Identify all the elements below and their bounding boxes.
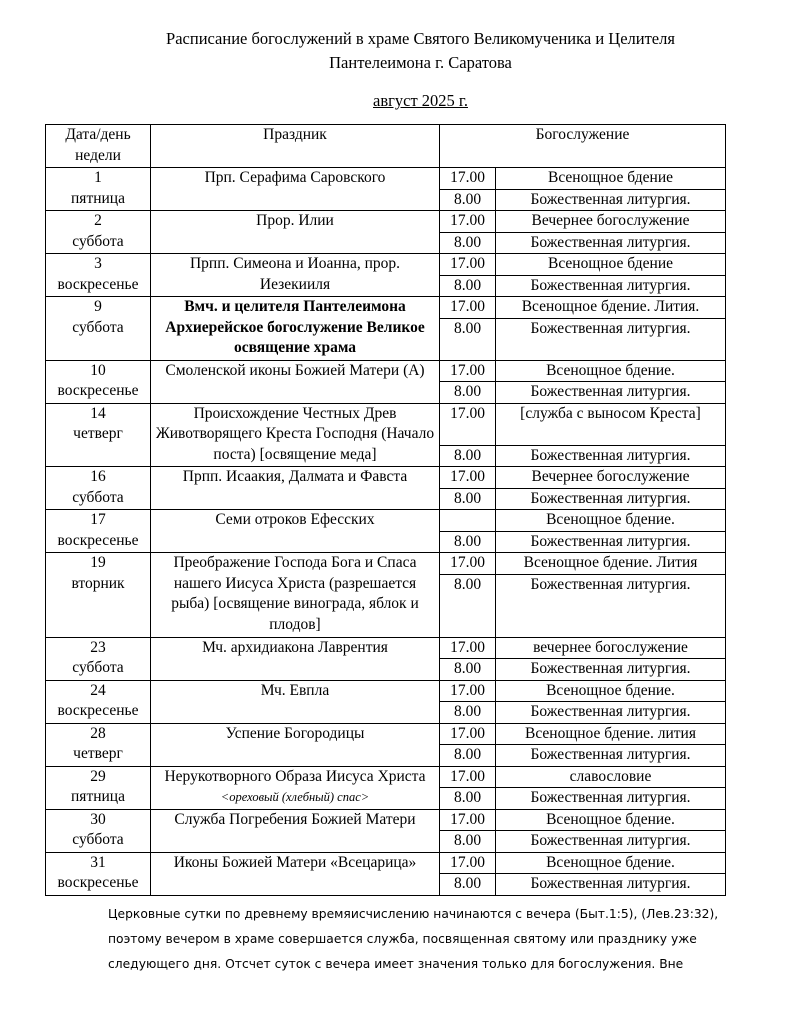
feast-name: Преображение Господа Бога и Спаса нашего Иисуса Христа (разрешается рыба) [освящение винограда, яблок и плодов]	[171, 554, 419, 633]
feast-cell	[151, 467, 440, 510]
service-time: 8.00	[440, 488, 496, 510]
service-time: 17.00	[440, 168, 496, 190]
table-row	[46, 809, 726, 831]
service-time: 17.00	[440, 467, 496, 489]
date-cell	[46, 360, 151, 403]
service-time: 17.00	[440, 360, 496, 382]
date-cell	[46, 680, 151, 723]
service-name: Вечернее богослужение	[496, 211, 726, 233]
date-number: 29	[90, 767, 106, 785]
service-time: 8.00	[440, 745, 496, 767]
service-name: Божественная литургия.	[496, 659, 726, 681]
weekday-label: суббота	[72, 232, 124, 250]
weekday-label: суббота	[72, 659, 124, 676]
service-name: Всенощное бдение.	[496, 809, 726, 831]
service-name: вечернее богослужение	[496, 637, 726, 659]
service-time: 8.00	[440, 702, 496, 724]
footer-note-line2: поэтому вечером в храме совершается служба, посвященная святому или празднику уже	[108, 932, 697, 946]
service-time: 8.00	[440, 445, 496, 467]
service-time	[440, 510, 496, 532]
feast-name: Прпп. Исаакия, Далмата и Фавста	[182, 468, 408, 485]
footer-note-line3: следующего дня. Отсчет суток с вечера имеет значения только для богослужения. Вне	[108, 957, 684, 971]
date-cell	[46, 467, 151, 510]
table-row	[46, 510, 726, 532]
service-name: Божественная литургия.	[496, 702, 726, 724]
service-time: 8.00	[440, 659, 496, 681]
weekday-label: пятница	[71, 788, 125, 805]
weekday-label: пятница	[71, 189, 125, 207]
service-name: Всенощное бдение. лития	[496, 723, 726, 745]
service-time: 8.00	[440, 574, 496, 637]
service-name: Божественная литургия.	[496, 275, 726, 297]
weekday-label: воскресенье	[57, 275, 139, 293]
feast-cell	[151, 553, 440, 638]
service-name: Божественная литургия.	[496, 531, 726, 553]
service-time: 8.00	[440, 318, 496, 360]
table-row	[46, 297, 726, 319]
footer-note-line1: Церковные сутки по древнему времяисчислению начинаются с вечера (Быт.1:5), (Лев.23:32),	[108, 907, 719, 921]
feast-cell	[151, 680, 440, 723]
service-name: Божественная литургия.	[496, 318, 726, 360]
service-time: 17.00	[440, 723, 496, 745]
service-name: Всенощное бдение.	[496, 360, 726, 382]
service-name: Божественная литургия.	[496, 189, 726, 211]
feast-name: Вмч. и целителя Пантелеимона Архиерейское богослужение Великое освящение храма	[165, 298, 425, 356]
service-name: Всенощное бдение. Лития.	[496, 297, 726, 319]
service-name: Божественная литургия.	[496, 232, 726, 254]
table-row	[46, 254, 726, 276]
date-cell	[46, 510, 151, 553]
table-row	[46, 637, 726, 659]
feast-name: Прп. Серафима Саровского	[204, 169, 386, 186]
feast-cell	[151, 360, 440, 403]
weekday-label: суббота	[72, 488, 124, 506]
date-cell	[46, 553, 151, 638]
feast-name: Мч. Евпла	[260, 681, 330, 699]
service-time: 17.00	[440, 403, 496, 445]
service-name: Божественная литургия.	[496, 788, 726, 810]
service-time: 8.00	[440, 232, 496, 254]
feast-name: Нерукотворного Образа Иисуса Христа	[164, 767, 426, 785]
service-time: 8.00	[440, 275, 496, 297]
date-cell	[46, 211, 151, 254]
feast-cell	[151, 168, 440, 211]
service-name: Всенощное бдение.	[496, 852, 726, 874]
schedule-table	[45, 124, 726, 896]
date-cell	[46, 168, 151, 211]
date-cell	[46, 403, 151, 467]
date-number: 23	[90, 638, 106, 656]
table-row	[46, 723, 726, 745]
service-name: Всенощное бдение	[496, 254, 726, 276]
date-number: 1	[94, 169, 102, 186]
feast-cell	[151, 297, 440, 361]
weekday-label: четверг	[73, 745, 123, 762]
service-name: Всенощное бдение. Лития	[496, 553, 726, 575]
column-header-service: Богослужение	[440, 125, 726, 168]
date-number: 24	[90, 681, 106, 699]
column-header-date: Дата/день недели	[46, 125, 151, 168]
date-number: 31	[90, 853, 106, 871]
feast-cell	[151, 637, 440, 680]
date-cell	[46, 254, 151, 297]
date-number: 17	[90, 511, 106, 528]
page-title-line2: Пантелеимона г. Саратова	[329, 53, 512, 72]
feast-cell	[151, 254, 440, 297]
date-number: 3	[94, 255, 102, 272]
feast-name: Смоленской иконы Божией Матери (А)	[165, 361, 425, 379]
weekday-label: воскресенье	[57, 382, 139, 399]
service-time: 17.00	[440, 254, 496, 276]
service-name: Божественная литургия.	[496, 831, 726, 853]
weekday-label: воскресенье	[57, 874, 139, 891]
service-name: Вечернее богослужение	[496, 467, 726, 489]
date-cell	[46, 297, 151, 361]
date-cell	[46, 766, 151, 809]
table-row	[46, 852, 726, 874]
feast-name: Прор. Илии	[256, 212, 334, 229]
service-time: 8.00	[440, 531, 496, 553]
feast-cell	[151, 766, 440, 809]
column-header-feast: Праздник	[151, 125, 440, 168]
service-time: 17.00	[440, 637, 496, 659]
service-name: Божественная литургия.	[496, 745, 726, 767]
feast-name: Мч. архидиакона Лаврентия	[202, 638, 388, 656]
service-time: 8.00	[440, 788, 496, 810]
feast-name: Прпп. Симеона и Иоанна, прор. Иезекииля	[189, 255, 401, 293]
service-time: 17.00	[440, 680, 496, 702]
date-cell	[46, 723, 151, 766]
service-name: Божественная литургия.	[496, 874, 726, 896]
service-time: 17.00	[440, 211, 496, 233]
weekday-label: воскресенье	[57, 702, 139, 719]
service-time: 8.00	[440, 189, 496, 211]
table-row	[46, 766, 726, 788]
date-number: 2	[94, 212, 102, 229]
date-cell	[46, 637, 151, 680]
table-header-row	[46, 125, 726, 168]
service-time: 17.00	[440, 297, 496, 319]
feast-cell	[151, 852, 440, 895]
service-time: 8.00	[440, 874, 496, 896]
weekday-label: суббота	[72, 318, 124, 336]
service-name: Божественная литургия.	[496, 445, 726, 467]
date-number: 10	[90, 361, 106, 379]
service-time: 17.00	[440, 766, 496, 788]
feast-note: <ореховый (хлебный) спас>	[220, 790, 370, 804]
month-heading: август 2025 г.	[373, 91, 468, 110]
table-row	[46, 168, 726, 190]
date-number: 9	[94, 298, 102, 315]
weekday-label: воскресенье	[57, 531, 139, 549]
service-time: 17.00	[440, 852, 496, 874]
page-title: Расписание богослужений в храме Святого Великомученика и Целителя	[166, 29, 675, 48]
service-time: 8.00	[440, 831, 496, 853]
date-cell	[46, 852, 151, 895]
feast-name: Служба Погребения Божией Матери	[174, 810, 416, 828]
table-row	[46, 211, 726, 233]
feast-cell	[151, 723, 440, 766]
table-row	[46, 680, 726, 702]
service-name: Божественная литургия.	[496, 382, 726, 404]
feast-name: Успение Богородицы	[225, 724, 365, 742]
service-name: славословие	[496, 766, 726, 788]
service-name: Всенощное бдение.	[496, 680, 726, 702]
feast-cell	[151, 809, 440, 852]
feast-name: Происхождение Честных Древ Животворящего Креста Господня (Начало поста) [освящение меда]	[155, 404, 435, 463]
service-name: Божественная литургия.	[496, 574, 726, 637]
feast-cell	[151, 510, 440, 553]
date-cell	[46, 809, 151, 852]
service-name: Всенощное бдение	[496, 168, 726, 190]
date-number: 14	[90, 404, 106, 422]
weekday-label: суббота	[72, 831, 124, 848]
service-name: Божественная литургия.	[496, 488, 726, 510]
table-row	[46, 360, 726, 382]
table-row	[46, 403, 726, 445]
service-time: 17.00	[440, 553, 496, 575]
feast-cell	[151, 403, 440, 467]
table-row	[46, 467, 726, 489]
weekday-label: четверг	[73, 425, 123, 442]
service-time: 8.00	[440, 382, 496, 404]
feast-cell	[151, 211, 440, 254]
date-number: 30	[90, 810, 106, 828]
date-number: 16	[90, 468, 106, 485]
table-row	[46, 553, 726, 575]
weekday-label: вторник	[71, 574, 125, 592]
service-name: Всенощное бдение.	[496, 510, 726, 532]
service-time: 17.00	[440, 809, 496, 831]
feast-name: Семи отроков Ефесских	[215, 511, 375, 528]
feast-name: Иконы Божией Матери «Всецарица»	[173, 853, 417, 871]
date-number: 28	[90, 724, 106, 742]
service-name: [служба с выносом Креста]	[496, 403, 726, 445]
date-number: 19	[90, 554, 106, 571]
